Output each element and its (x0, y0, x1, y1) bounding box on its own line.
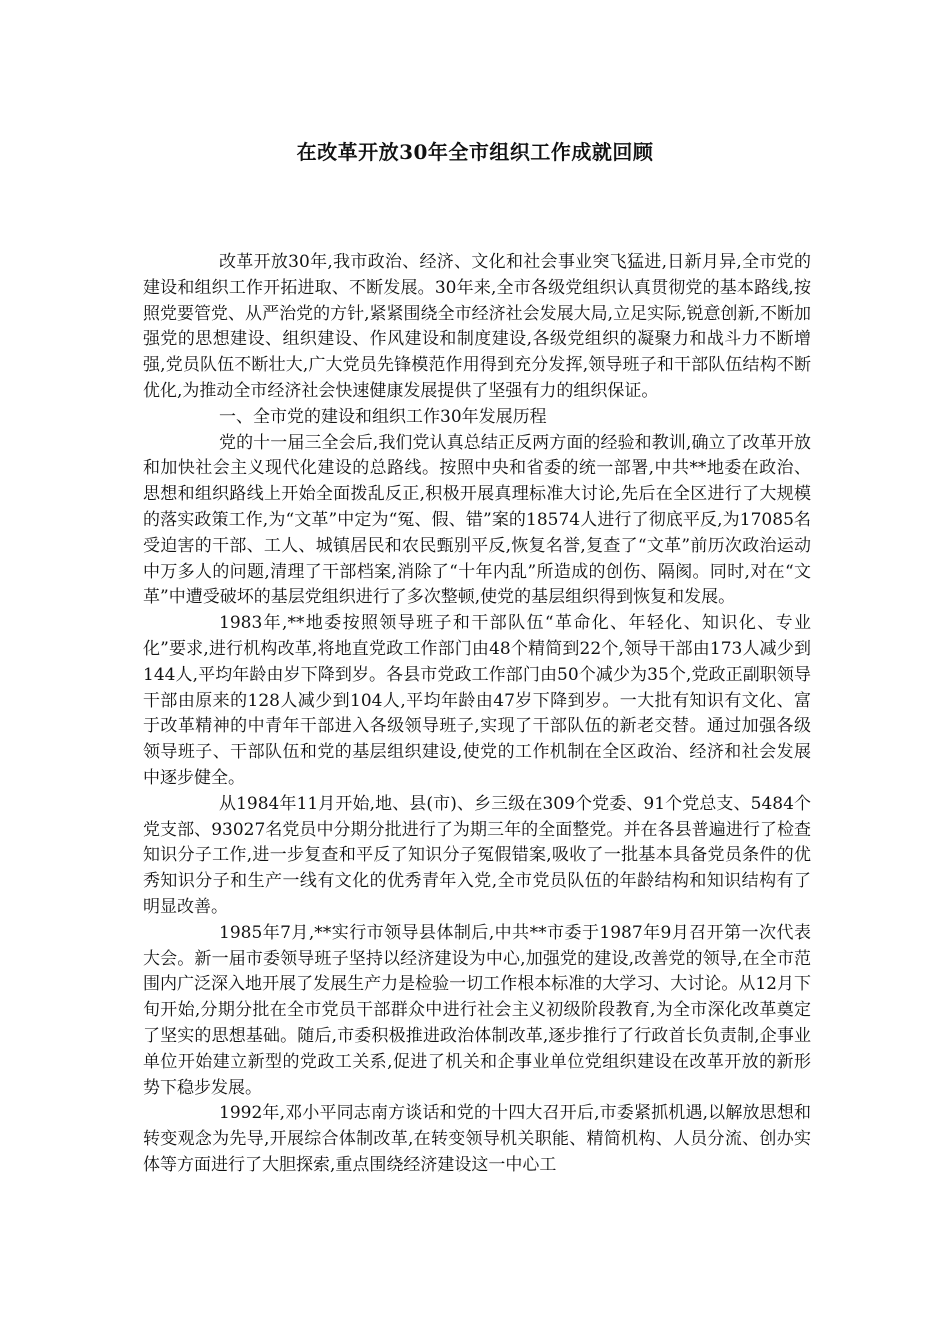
paragraph: 1985年7月,**实行市领导县体制后,中共**市委于1987年9月召开第一次代表大会。新一届市委领导班子坚持以经济建设为中心,加强党的建设,改善党的领导,在全市范围内广泛深入地开展了发展生产力是检验一切工作根本标准的大学习、大讨论。从12月下旬开始,分期分批在全市党员干部群众中进行社会主义初级阶段教育,为全市深化改革奠定了坚实的思想基础。随后,市委积极推进政治体制改革,逐步推行了行政首长负责制,企事业单位开始建立新型的党政工关系,促进了机关和企事业单位党组织建设在改革开放的新形势下稳步发展。 (143, 922, 811, 1098)
paragraph: 从1984年11月开始,地、县(市)、乡三级在309个党委、91个党总支、5484个党支部、93027名党员中分期分批进行了为期三年的全面整党。并在各县普遍进行了检查知识分子工作,进一步复查和平反了知识分子冤假错案,吸收了一批基本具备党员条件的优秀知识分子和生产一线有文化的优秀青年入党,全市党员队伍的年龄结构和知识结构有了明显改善。 (143, 793, 811, 917)
document-title: 在改革开放30年全市组织工作成就回顾 (296, 140, 654, 164)
section-heading: 一、全市党的建设和组织工作30年发展历程 (219, 406, 547, 427)
paragraph: 1992年,邓小平同志南方谈话和党的十四大召开后,市委紧抓机遇,以解放思想和转变观念为先导,开展综合体制改革,在转变领导机关职能、精简机构、人员分流、创办实体等方面进行了大胆探索,重点围绕经济建设这一中心工 (143, 1103, 811, 1175)
paragraph: 党的十一届三全会后,我们党认真总结正反两方面的经验和教训,确立了改革开放和加快社会主义现代化建设的总路线。按照中央和省委的统一部署,中共**地委在政治、思想和组织路线上开始全面拨乱反正,积极开展真理标准大讨论,先后在全区进行了大规模的落实政策工作,为“文革”中定为“冤、假、错”案的18574人进行了彻底平反,为17085名受迫害的干部、工人、城镇居民和农民甄别平反,恢复名誉,复查了“文革”前历次政治运动中万多人的问题,清理了干部档案,消除了“十年内乱”所造成的创伤、隔阂。同时,对在“文革”中遭受破坏的基层党组织进行了多次整顿,使党的基层组织得到恢复和发展。 (143, 432, 811, 608)
paragraph: 1983年,**地委按照领导班子和干部队伍“革命化、年轻化、知识化、专业化”要求,进行机构改革,将地直党政工作部门由48个精简到22个,领导干部由173人减少到144人,平均年龄由岁下降到岁。各县市党政工作部门由50个减少为35个,党政正副职领导干部由原来的128人减少到104人,平均年龄由47岁下降到岁。一大批有知识有文化、富于改革精神的中青年干部进入各级领导班子,实现了干部队伍的新老交替。通过加强各级领导班子、干部队伍和党的基层组织建设,使党的工作机制在全区政治、经济和社会发展中逐步健全。 (143, 613, 811, 788)
paragraph-intro: 改革开放30年,我市政治、经济、文化和社会事业突飞猛进,日新月异,全市党的建设和组织工作开拓进取、不断发展。30年来,全市各级党组织认真贯彻党的基本路线,按照党要管党、从严治党的方针,紧紧围绕全市经济社会发展大局,立足实际,锐意创新,不断加强党的思想建设、组织建设、作风建设和制度建设,各级党组织的凝聚力和战斗力不断增强,党员队伍不断壮大,广大党员先锋模范作用得到充分发挥,领导班子和干部队伍结构不断优化,为推动全市经济社会快速健康发展提供了坚强有力的组织保证。 (143, 252, 811, 401)
document-body (143, 250, 811, 1179)
